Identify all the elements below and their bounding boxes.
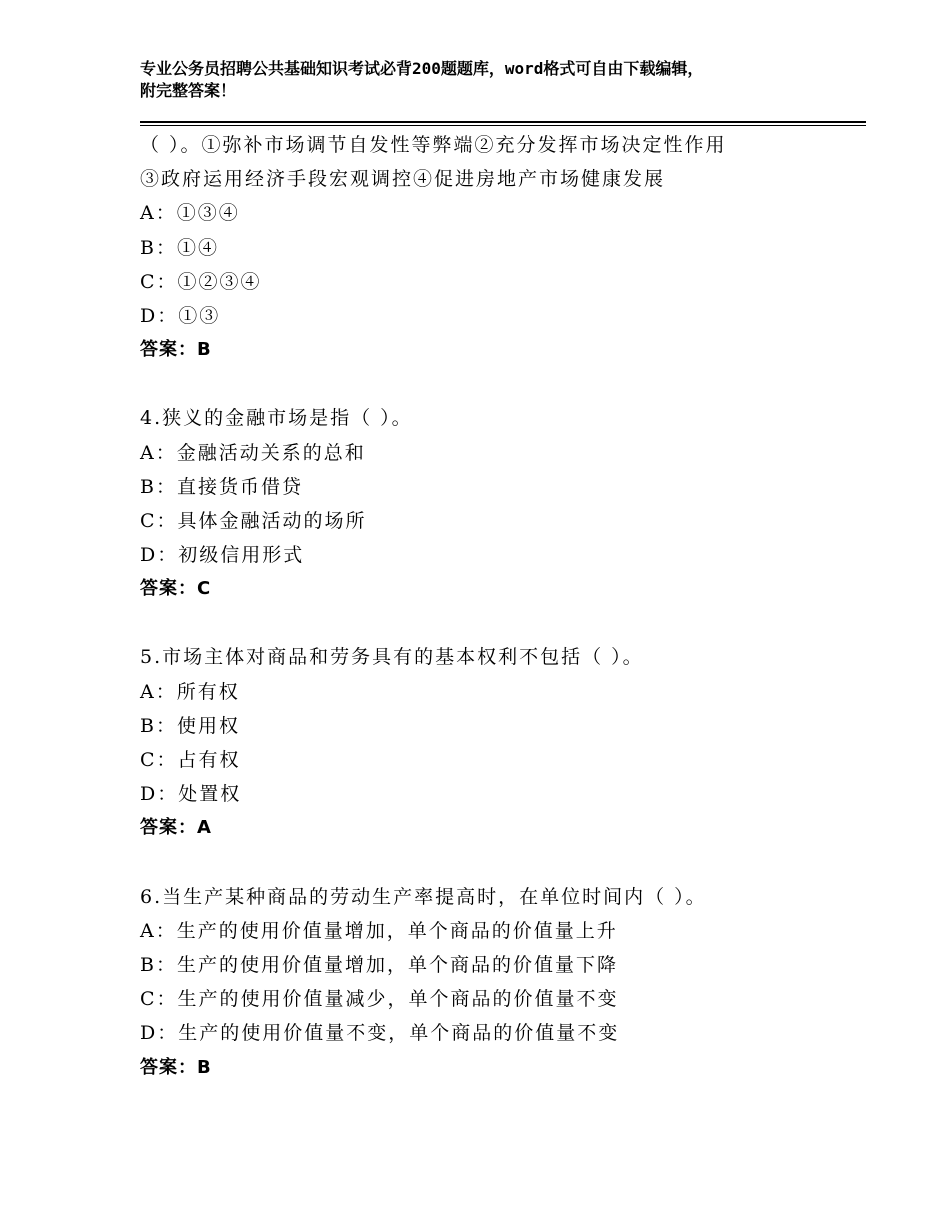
- option-c: C：具体金融活动的场所: [140, 509, 367, 532]
- question-text: 4.狭义的金融市场是指（ ）。: [140, 407, 413, 430]
- option-a: A：生产的使用价值量增加，单个商品的价值量上升: [140, 919, 618, 942]
- answer-label: 答案：B: [140, 339, 212, 361]
- option-b: B：直接货币借贷: [140, 475, 303, 498]
- question-3: [140, 128, 866, 367]
- header-rule-thin: [140, 125, 866, 126]
- question-4: [140, 401, 866, 606]
- question-5: [140, 640, 866, 845]
- header-rule-thick: [140, 121, 866, 123]
- document-header: [140, 58, 840, 102]
- question-text: 5.市场主体对商品和劳务具有的基本权利不包括（ ）。: [140, 646, 644, 669]
- question-list: [140, 128, 866, 1085]
- question-6: [140, 880, 866, 1085]
- option-b: B：使用权: [140, 714, 240, 737]
- option-c: C：占有权: [140, 749, 241, 771]
- header-line-1: 专业公务员招聘公共基础知识考试必背200题题库，word格式可自由下载编辑，: [140, 59, 704, 78]
- question-text: ③政府运用经济手段宏观调控④促进房地产市场健康发展: [140, 168, 666, 191]
- option-c: C：①②③④: [140, 270, 262, 293]
- answer-label: 答案：A: [140, 817, 212, 839]
- option-d: D：①③: [140, 304, 221, 327]
- answer-label: 答案：B: [140, 1056, 212, 1078]
- question-text: （ ）。①弥补市场调节自发性等弊端②充分发挥市场决定性作用: [140, 134, 727, 156]
- option-d: D：初级信用形式: [140, 544, 305, 567]
- answer-label: 答案：C: [140, 578, 212, 600]
- option-d: D：生产的使用价值量不变，单个商品的价值量不变: [140, 1022, 620, 1045]
- question-text: 6.当生产某种商品的劳动生产率提高时，在单位时间内（ ）。: [140, 885, 707, 908]
- header-line-2: 附完整答案！: [140, 81, 237, 100]
- option-a: A：所有权: [140, 680, 240, 703]
- option-b: B：①④: [140, 236, 219, 259]
- option-b: B：生产的使用价值量增加，单个商品的价值量下降: [140, 953, 618, 976]
- option-c: C：生产的使用价值量减少，单个商品的价值量不变: [140, 988, 619, 1011]
- option-a: A：①③④: [140, 202, 240, 225]
- option-d: D：处置权: [140, 783, 242, 806]
- option-a: A：金融活动关系的总和: [140, 441, 366, 464]
